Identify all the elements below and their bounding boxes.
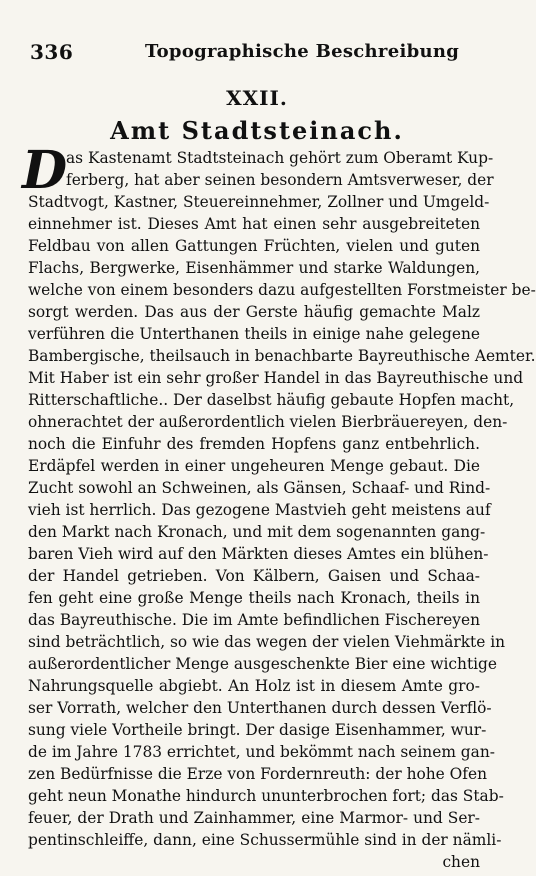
drop-cap: D xyxy=(22,140,68,201)
text-line: Feldbau von allen Gattungen Früchten, vielen und guten xyxy=(28,237,480,255)
text-line: feuer, der Drath und Zainhammer, eine Marmor- und Ser- xyxy=(28,809,480,827)
catchword: chen xyxy=(442,853,480,871)
text-line: ser Vorrath, welcher den Unterthanen durch dessen Verflö- xyxy=(28,699,492,717)
chapter-title: Amt Stadtsteinach. xyxy=(110,116,404,145)
text-line: ohnerachtet der außerordentlich vielen Bierbräuereyen, den- xyxy=(28,413,508,431)
text-line: sung viele Vortheile bringt. Der dasige Eisenhammer, wur- xyxy=(28,721,487,739)
chapter-number: XXII. xyxy=(226,86,288,110)
page-number: 336 xyxy=(30,40,74,64)
text-line: Bambergische, theilsauch in benachbarte Bayreuthische Aemter. xyxy=(28,347,536,365)
text-line: Stadtvogt, Kastner, Steuereinnehmer, Zollner und Umgeld- xyxy=(28,193,490,211)
text-line: sorgt werden. Das aus der Gerste häufig gemachte Malz xyxy=(28,303,480,321)
text-line: zen Bedürfnisse die Erze von Fordernreuth: der hohe Ofen xyxy=(28,765,488,783)
text-line: as Kastenamt Stadtsteinach gehört zum Oberamt Kup- xyxy=(66,149,494,167)
text-line: welche von einem besonders dazu aufgestellten Forstmeister be- xyxy=(28,281,536,299)
text-line: sind beträchtlich, so wie das wegen der vielen Viehmärkte in xyxy=(28,633,506,651)
text-line: noch die Einfuhr des fremden Hopfens ganz entbehrlich. xyxy=(28,435,480,453)
text-line: Mit Haber ist ein sehr großer Handel in das Bayreuthische und xyxy=(28,369,524,387)
text-line: verführen die Unterthanen theils in einige nahe gelegene xyxy=(28,325,480,343)
text-line: Flachs, Bergwerke, Eisenhämmer und starke Waldungen, xyxy=(28,259,480,277)
text-line: Nahrungsquelle abgiebt. An Holz ist in diesem Amte gro- xyxy=(28,677,480,695)
text-line: das Bayreuthische. Die im Amte befindlichen Fischereyen xyxy=(28,611,480,629)
page-header xyxy=(30,40,486,64)
text-line: baren Vieh wird auf den Märkten dieses Amtes ein blühen- xyxy=(28,545,489,563)
text-line: pentinschleiffe, dann, eine Schussermühle sind in der nämli- xyxy=(28,831,502,849)
text-line: vieh ist herrlich. Das gezogene Mastvieh geht meistens auf xyxy=(28,501,491,519)
text-line: ferberg, hat aber seinen besondern Amtsverweser, der xyxy=(66,171,494,189)
text-line: Erdäpfel werden in einer ungeheuren Menge gebaut. Die xyxy=(28,457,480,475)
text-line: geht neun Monathe hindurch ununterbrochen fort; das Stab- xyxy=(28,787,504,805)
text-line: Zucht sowohl an Schweinen, als Gänsen, Schaaf- und Rind- xyxy=(28,479,491,497)
running-title: Topographische Beschreibung xyxy=(145,41,460,62)
text-line: einnehmer ist. Dieses Amt hat einen sehr ausgebreiteten xyxy=(28,215,480,233)
text-line: der Handel getrieben. Von Kälbern, Gaisen und Schaa- xyxy=(28,567,480,585)
text-line: außerordentlicher Menge ausgeschenkte Bier eine wichtige xyxy=(28,655,498,673)
text-line: fen geht eine große Menge theils nach Kronach, theils in xyxy=(28,589,480,607)
text-line: den Markt nach Kronach, und mit dem sogenannten gang- xyxy=(28,523,486,541)
text-line: de im Jahre 1783 errichtet, und bekömmt nach seinem gan- xyxy=(28,743,495,761)
text-line: Ritterschaftliche.. Der daselbst häufig gebaute Hopfen macht, xyxy=(28,391,515,409)
